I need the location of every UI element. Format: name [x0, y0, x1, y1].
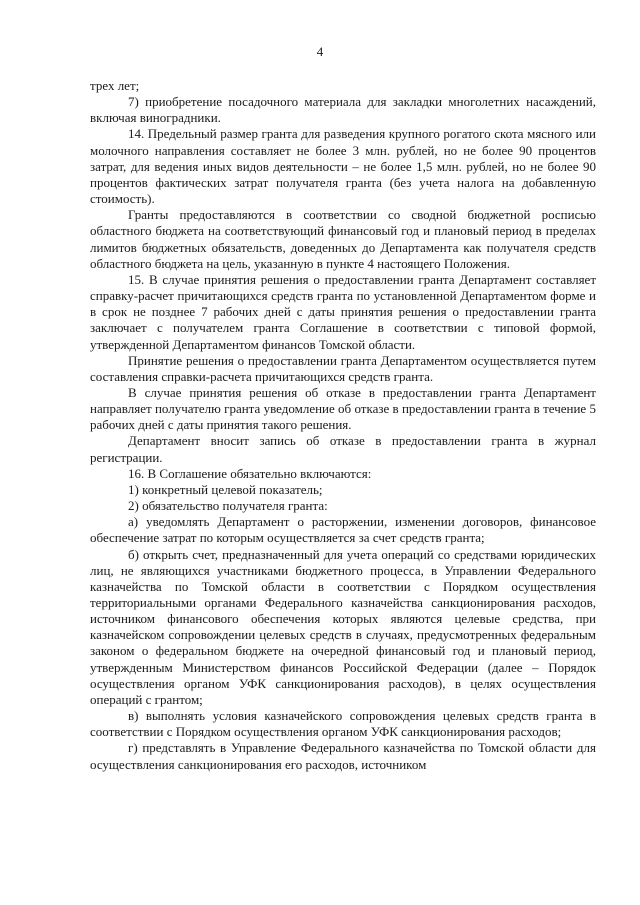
paragraph: Гранты предоставляются в соответствии со сводной бюджетной росписью областного бюджета на соответствующий финансовый год и плановый период в пределах лимитов бюджетных обязательств, доведенных до Департамента как получателя средств областного бюджета на цель, указанную в пункте 4 настоящего Положения. [90, 207, 596, 271]
paragraph: В случае принятия решения об отказе в предоставлении гранта Департамент направляет получателю гранта уведомление об отказе в предоставлении гранта в течение 5 рабочих дней с даты принятия такого решения. [90, 384, 596, 433]
paragraph: 1) конкретный целевой показатель; [128, 481, 323, 497]
paragraph: 14. Предельный размер гранта для разведения крупного рогатого скота мясного или молочного направления составляет не более 3 млн. рублей, но не более 90 процентов затрат, для ведения иных видов деятельности – не более 1,5 млн. рублей, но не более 90 процентов фактических затрат получателя гранта (без учета налога на добавленную стоимость). [90, 126, 596, 207]
paragraph: г) представлять в Управление Федерального казначейства по Томской области для осуществления санкционирования его расходов, источником [90, 740, 596, 772]
paragraph: Департамент вносит запись об отказе в предоставлении гранта в журнал регистрации. [90, 433, 596, 465]
paragraph: 16. В Соглашение обязательно включаются: [128, 465, 372, 481]
paragraph: а) уведомлять Департамент о расторжении, изменении договоров, финансовое обеспечение затрат по которым осуществляется за счет средств гранта; [90, 514, 596, 546]
paragraph: б) открыть счет, предназначенный для учета операций со средствами юридических лиц, не являющихся участниками бюджетного процесса, в Управлении Федерального казначейства по Томской области в соответствии с Порядком осуществления территориальными органами Федерального казначейства санкционирования расходов, источником финансового обеспечения которых являются целевые средства, при казначейском сопровождении целевых средств в случаях, предусмотренных федеральным законом о федеральном бюджете на очередной финансовый год и плановый период, утвержденным Министерством финансов Российской Федерации (далее – Порядок осуществления органом УФК санкционирования расходов), в целях осуществления операций с грантом; [90, 546, 596, 707]
paragraph: Принятие решения о предоставлении гранта Департаментом осуществляется путем составления справки-расчета причитающихся средств гранта. [90, 352, 596, 384]
paragraph: трех лет; [90, 78, 140, 93]
page-number: 4 [316, 44, 324, 59]
paragraph: 15. В случае принятия решения о предоставлении гранта Департамент составляет справку-расчет причитающихся средств гранта по установленной Департаментом форме и в срок не позднее 7 рабочих дней с даты принятия решения о предоставлении гранта заключает с получателем гранта Соглашение в соответствии с типовой формой, утвержденной Департаментом финансов Томской области. [90, 271, 596, 352]
paragraph: в) выполнять условия казначейского сопровождения целевых средств гранта в соответствии с Порядком осуществления органом УФК санкционирования расходов; [90, 708, 596, 740]
document-body [90, 78, 596, 773]
paragraph: 2) обязательство получателя гранта: [128, 498, 328, 514]
paragraph: 7) приобретение посадочного материала для закладки многолетних насаждений, включая виноградники. [90, 94, 596, 126]
